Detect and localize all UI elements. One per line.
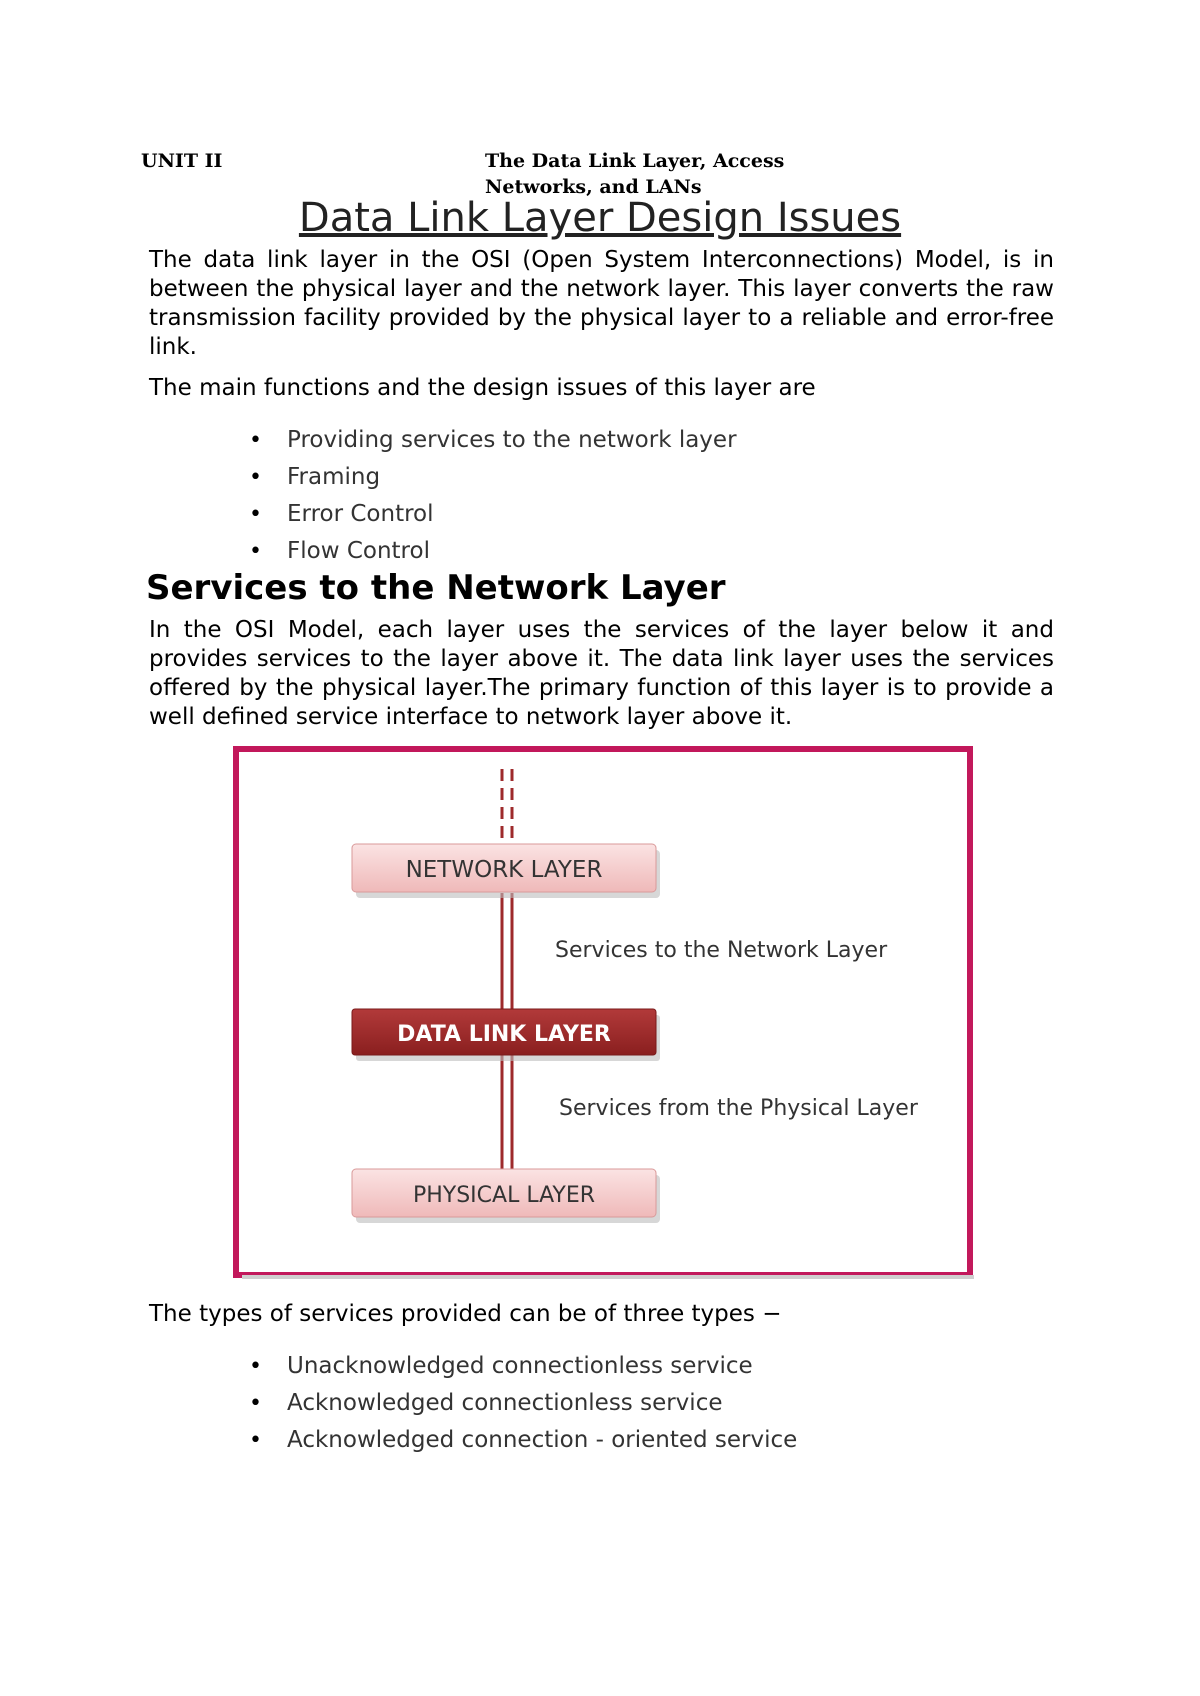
services-to-network-label: Services to the Network Layer [555, 938, 888, 963]
list-item: • Providing services to the network layer [0, 422, 737, 459]
list-item: • Framing [0, 459, 737, 496]
page-title: Data Link Layer Design Issues [298, 195, 902, 241]
layers-diagram-svg [232, 745, 976, 1281]
functions-lead: The main functions and the design issues of this layer are [149, 375, 816, 401]
service-types-list [0, 1348, 797, 1459]
unit-label: UNIT II [141, 150, 223, 172]
data-link-layer-box [352, 1009, 660, 1061]
data-link-layer-label: DATA LINK LAYER [397, 1022, 611, 1047]
network-layer-label: NETWORK LAYER [405, 857, 603, 883]
section-paragraph: In the OSI Model, each layer uses the services of the layer below it and provides services to the layer above it. The data link layer uses the services offered by the physical layer.The primary function of this layer is to provide a well defined service interface to network layer above it. [149, 617, 1054, 730]
list-item: • Flow Control [0, 533, 737, 570]
list-item: • Error Control [0, 496, 737, 533]
services-from-physical-label: Services from the Physical Layer [559, 1096, 918, 1121]
network-layer-box [352, 844, 660, 898]
layers-diagram [232, 745, 976, 1281]
physical-layer-label: PHYSICAL LAYER [412, 1183, 596, 1208]
unit-topic-line1: The Data Link Layer, Access [485, 150, 785, 172]
physical-layer-box [352, 1169, 660, 1223]
intro-paragraph: The data link layer in the OSI (Open System Interconnections) Model, is in between the physical layer and the network layer. This layer converts the raw transmission facility provided by the physical layer to a reliable and error-free link. [149, 247, 1054, 360]
frame-shadow [242, 1275, 974, 1279]
list-item: • Unacknowledged connectionless service [0, 1348, 797, 1385]
list-item: • Acknowledged connection - oriented service [0, 1422, 797, 1459]
list-item: • Acknowledged connectionless service [0, 1385, 797, 1422]
section-heading: Services to the Network Layer [146, 568, 726, 608]
unit-topic-line2: Networks, and LANs [485, 176, 702, 198]
functions-list [0, 422, 737, 570]
types-lead: The types of services provided can be of three types − [149, 1301, 782, 1327]
